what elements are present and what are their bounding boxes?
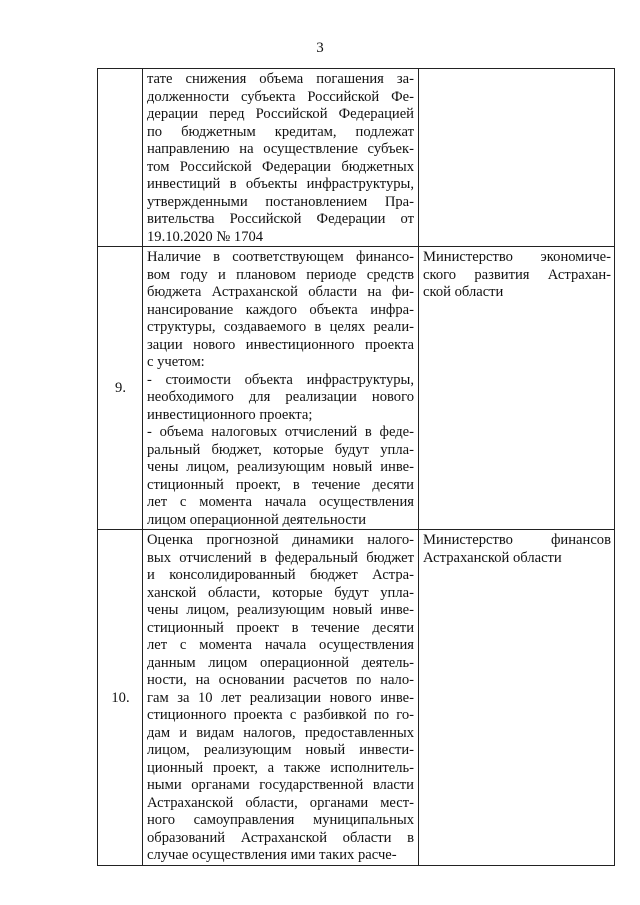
requirement-text	[143, 247, 419, 530]
text-line: ханской области, которые будут упла-	[147, 584, 414, 601]
responsible-line: ской области	[423, 284, 504, 300]
text-line: - стоимости объекта инфраструктуры,	[147, 371, 414, 388]
text-line: дам и видам налогов, предоставленных	[147, 724, 414, 741]
table-row	[98, 530, 615, 866]
row-number	[98, 69, 143, 247]
text-line: гам за 10 лет реализации нового инве-	[147, 689, 414, 706]
text-line: инвестиций в объекты инфраструктуры,	[147, 176, 414, 192]
text-line: ционный проект, а также исполнитель-	[147, 759, 414, 776]
text-line: - объема налоговых отчислений в феде-	[147, 424, 414, 440]
text-line: 19.10.2020 № 1704	[147, 228, 264, 245]
text-line: и консолидированный бюджет Астра-	[147, 567, 414, 583]
text-line: лет с момента начала осуществления	[147, 637, 414, 653]
text-line: необходимого для реализации нового	[147, 389, 414, 405]
text-line: вых отчислений в федеральный бюджет	[147, 549, 414, 566]
text-line: по бюджетным кредитам, подлежат	[147, 123, 414, 140]
responsible-body	[419, 69, 615, 247]
responsible-body	[419, 530, 615, 866]
table-row	[98, 69, 615, 247]
responsible-line: Министерство экономиче-	[423, 249, 611, 265]
requirement-text	[143, 69, 419, 247]
text-line: Астраханской области, органами мест-	[147, 794, 414, 811]
text-line: тате снижения объема погашения за-	[147, 71, 414, 87]
text-line: ральный бюджет, которые будут упла-	[147, 441, 414, 458]
responsible-line: Астраханской области	[423, 549, 562, 566]
text-line: лицом операционной деятельности	[147, 511, 366, 528]
responsible-body	[419, 247, 615, 530]
text-line: стиционный проект, в течение десяти	[147, 476, 414, 493]
responsible-line: Министерство финансов	[423, 532, 611, 548]
text-line: утвержденными постановлением Пра-	[147, 193, 414, 210]
row-number: 10.	[98, 530, 143, 866]
text-line: вительства Российской Федерации от	[147, 211, 414, 227]
text-line: данным лицом операционной деятель-	[147, 654, 414, 671]
table-row	[98, 247, 615, 530]
text-line: нансирование каждого объекта инфра-	[147, 301, 414, 318]
table-body	[98, 69, 615, 866]
text-line: зации нового инвестиционного проекта	[147, 336, 414, 353]
row-number: 9.	[98, 247, 143, 530]
text-line: образований Астраханской области в	[147, 829, 414, 846]
text-line: дерации перед Российской Федерацией	[147, 106, 414, 122]
text-line: ными органами государственной власти	[147, 777, 414, 793]
requirement-text	[143, 530, 419, 866]
text-line: структуры, создаваемого в целях реали-	[147, 319, 414, 335]
page-number: 3	[316, 40, 324, 56]
text-line: бюджета Астраханской области на фи-	[147, 284, 414, 300]
text-line: инвестиционного проекта;	[147, 406, 313, 423]
text-line: стиционный проект в течение десяти	[147, 619, 414, 636]
requirements-table	[97, 68, 615, 866]
text-line: ного самоуправления муниципальных	[147, 812, 414, 828]
text-line: Оценка прогнозной динамики налого-	[147, 532, 414, 548]
text-line: стиционного проекта с разбивкой по го-	[147, 707, 414, 723]
text-line: чены лицом, реализующим новый инве-	[147, 602, 414, 618]
text-line: случае осуществления ими таких расче-	[147, 847, 397, 863]
text-line: долженности субъекта Российской Фе-	[147, 88, 414, 105]
text-line: вом году и плановом периоде средств	[147, 266, 414, 283]
text-line: лицом, реализующим новый инвести-	[147, 742, 414, 758]
responsible-line: ского развития Астрахан-	[423, 266, 611, 283]
text-line: том Российской Федерации бюджетных	[147, 158, 414, 175]
text-line: ности, на основании расчетов по нало-	[147, 672, 414, 688]
text-line: лет с момента начала осуществления	[147, 494, 414, 510]
text-line: чены лицом, реализующим новый инве-	[147, 459, 414, 475]
text-line: направлению на осуществление субъек-	[147, 141, 414, 157]
text-line: Наличие в соответствующем финансо-	[147, 249, 414, 265]
text-line: с учетом:	[147, 354, 205, 370]
